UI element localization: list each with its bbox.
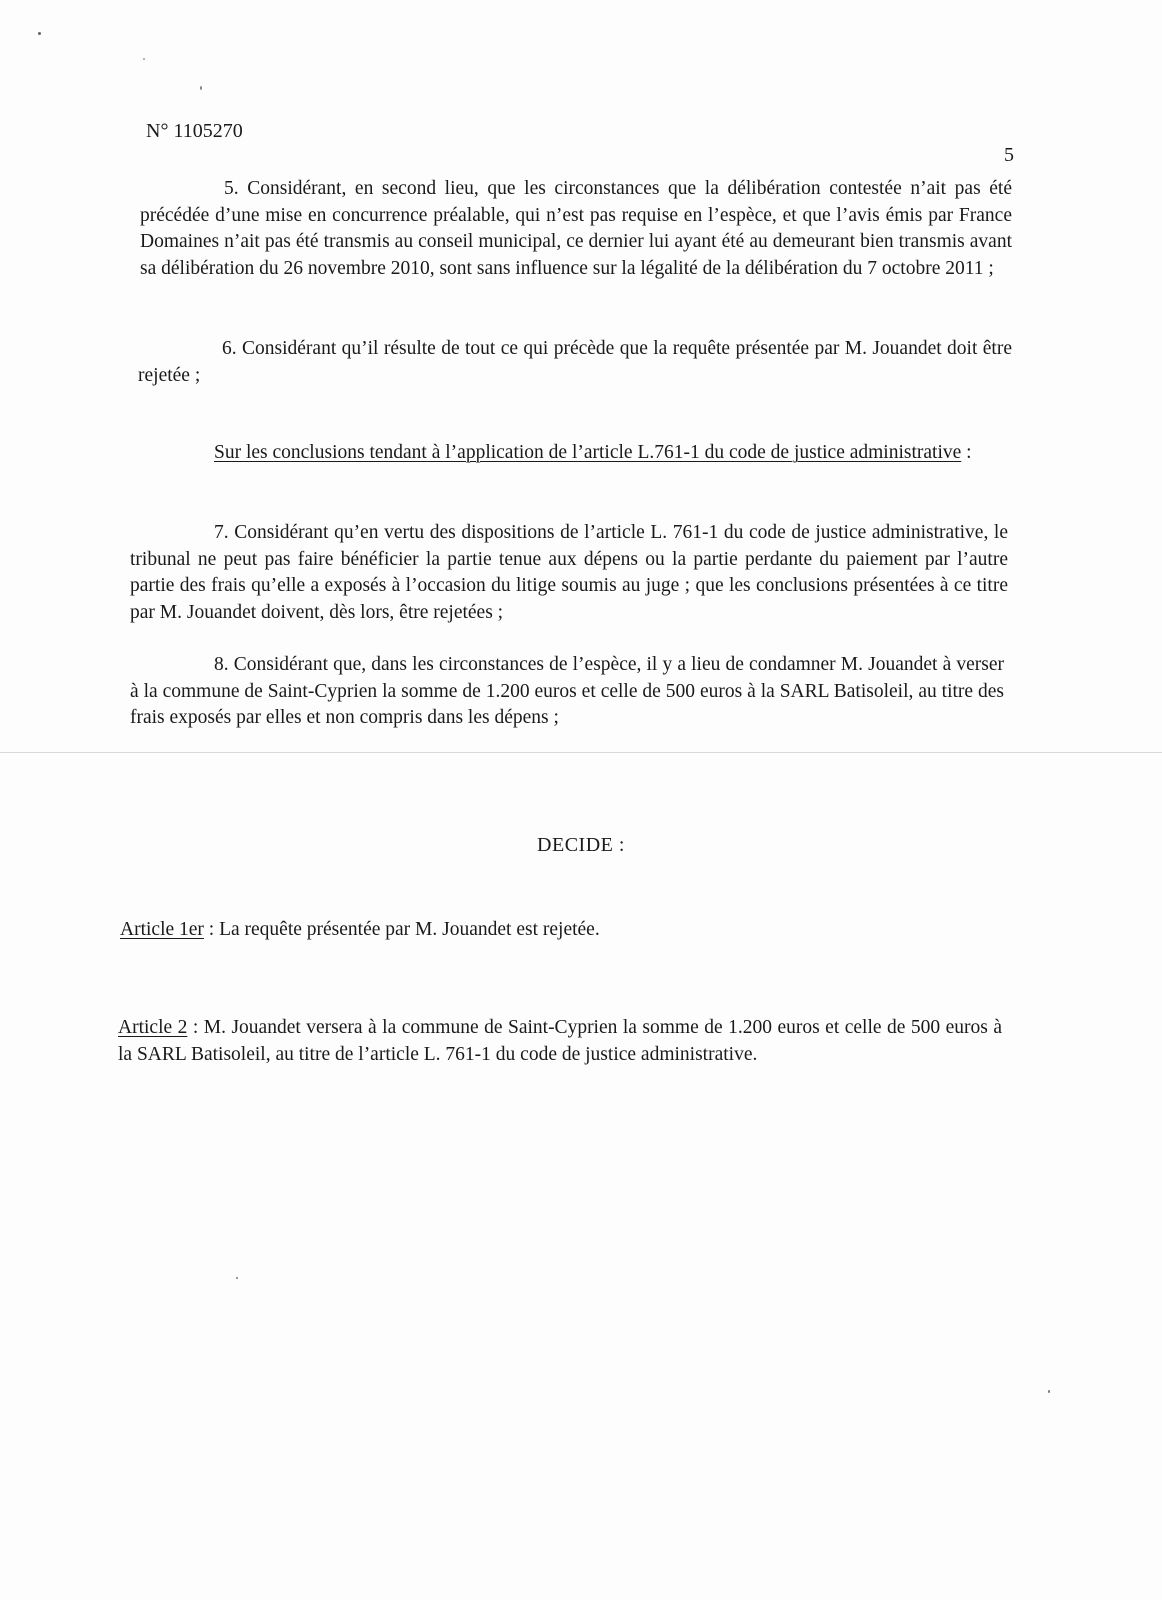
paragraph-5: 5. Considérant, en second lieu, que les circonstances que la délibération contestée n’ait pas été précédée d’une mise en concurrence préalable, qui n’est pas requise en l’espèce, et que l’avis émis par France Domaines n’ait pas été transmis au conseil municipal, ce dernier lui ayant été au demeurant bien transmis avant sa délibération du 26 novembre 2010, sont sans influence sur la légalité de la délibération du 7 octobre 2011 ;: [140, 178, 1012, 279]
scan-speck: [38, 32, 41, 35]
article-2: [118, 1014, 1002, 1068]
article-1-separator: :: [203, 919, 220, 940]
decide-heading: DECIDE :: [537, 834, 625, 856]
article-1: [120, 916, 1000, 943]
article-2-text: M. Jouandet versera à la commune de Saint-Cyprien la somme de 1.200 euros et celle de 500 euros à la SARL Batisoleil, au titre de l’article L. 761-1 du code de justice administrative.: [118, 1017, 1003, 1065]
article-1-label: Article 1er: [120, 919, 204, 940]
section-heading: [134, 440, 1012, 466]
page-number: 5: [1004, 144, 1014, 166]
article-2-label: Article 2: [118, 1017, 188, 1038]
article-1-text: La requête présentée par M. Jouandet est rejetée.: [219, 919, 600, 940]
scan-speck: [200, 86, 202, 90]
scan-artifact-line: [0, 752, 1162, 753]
paragraph-7: 7. Considérant qu’en vertu des dispositions de l’article L. 761-1 du code de justice administrative, le tribunal ne peut pas faire bénéficier la partie tenue aux dépens ou la partie perdante du paiement par l’autre partie des frais qu’elle a exposés à l’occasion du litige soumis au juge ; que les conclusions présentées à ce titre par M. Jouandet doivent, dès lors, être rejetées ;: [130, 522, 1008, 623]
scan-speck: [1048, 1390, 1050, 1393]
article-2-separator: :: [187, 1017, 204, 1038]
paragraph-8: 8. Considérant que, dans les circonstances de l’espèce, il y a lieu de condamner M. Jouandet à verser à la commune de Saint-Cyprien la somme de 1.200 euros et celle de 500 euros à la SARL Batisoleil, au titre des frais exposés par elles et non compris dans les dépens ;: [130, 654, 1004, 728]
section-heading-text: Sur les conclusions tendant à l’application de l’article L.761-1 du code de justice administrative: [214, 442, 962, 463]
case-number: N° 1105270: [146, 120, 243, 142]
section-heading-suffix: :: [961, 442, 972, 463]
scan-speck: [143, 58, 145, 60]
paragraph-6: 6. Considérant qu’il résulte de tout ce qui précède que la requête présentée par M. Jouandet doit être rejetée ;: [138, 338, 1012, 386]
scan-speck: [236, 1277, 238, 1279]
